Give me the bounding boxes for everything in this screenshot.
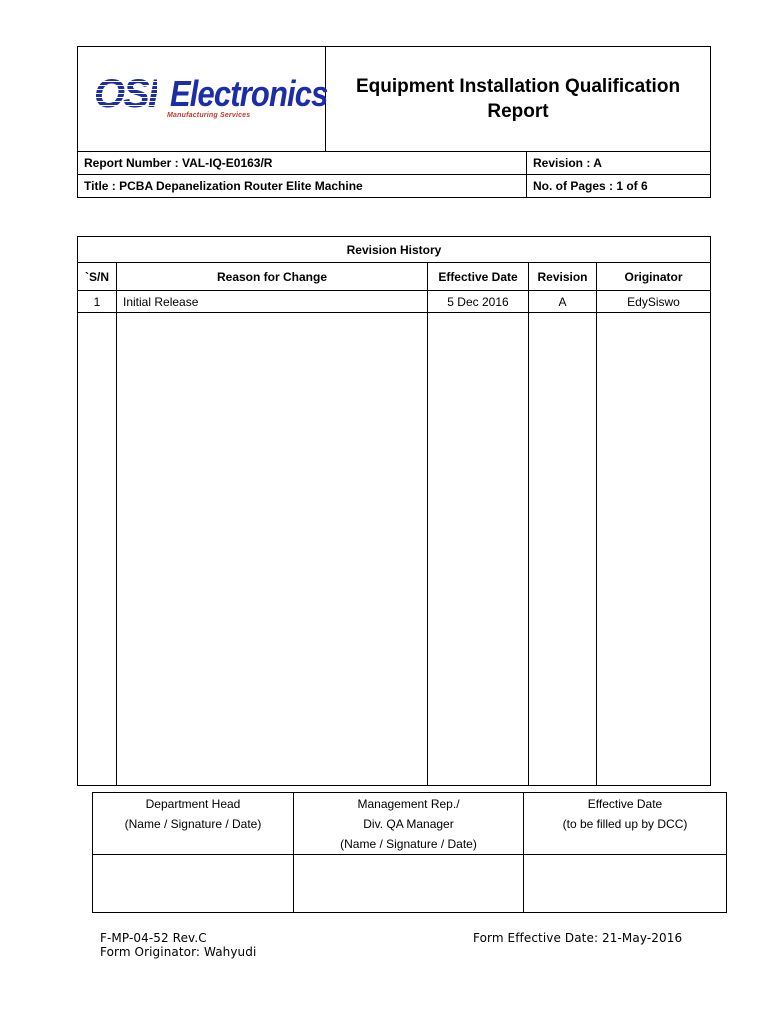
revision-label: Revision : A — [527, 152, 711, 175]
column-header-reason: Reason for Change — [117, 263, 428, 291]
logo-osi-text: OSI — [94, 72, 157, 116]
document-title-line-2: Report — [487, 101, 549, 122]
management-rep-signature-field[interactable] — [294, 855, 524, 913]
blank-cell — [428, 313, 529, 786]
report-title: Title : PCBA Depanelization Router Elite Machine — [78, 175, 527, 198]
blank-cell — [597, 313, 711, 786]
department-head-title: Department Head — [145, 797, 241, 811]
management-rep-label — [294, 793, 524, 855]
management-rep-hint: (Name / Signature / Date) — [340, 837, 477, 851]
logo-cell — [78, 47, 326, 152]
page-count: No. of Pages : 1 of 6 — [527, 175, 711, 198]
effective-date-title: Effective Date — [587, 797, 663, 811]
company-logo — [94, 74, 334, 124]
form-code: F-MP-04-52 Rev.C — [100, 931, 207, 945]
blank-cell — [117, 313, 428, 786]
signoff-table — [92, 792, 727, 913]
qa-manager-title: Div. QA Manager — [363, 817, 454, 831]
document-title — [326, 47, 711, 152]
document-title-line-1: Equipment Installation Qualification — [355, 76, 681, 97]
logo-tagline: Manufacturing Services — [167, 112, 251, 119]
effective-date-field[interactable] — [524, 855, 727, 913]
department-head-signature-field[interactable] — [93, 855, 294, 913]
column-header-originator: Originator — [597, 263, 711, 291]
revision-history-table — [77, 236, 711, 786]
form-effective-date: Form Effective Date: 21-May-2016 — [473, 931, 683, 945]
management-rep-title: Management Rep./ — [357, 797, 460, 811]
revision-history-caption: Revision History — [78, 237, 711, 263]
column-header-effective-date: Effective Date — [428, 263, 529, 291]
report-number: Report Number : VAL-IQ-E0163/R — [78, 152, 527, 175]
effective-date-hint: (to be filled up by DCC) — [562, 817, 688, 831]
cell-effective-date: 5 Dec 2016 — [428, 291, 529, 313]
cell-revision: A — [529, 291, 597, 313]
table-header-row — [78, 263, 711, 291]
table-row — [78, 291, 711, 313]
table-blank-row — [78, 313, 711, 786]
document-header — [77, 46, 711, 198]
column-header-revision: Revision — [529, 263, 597, 291]
logo-electronics-text: Electronics — [170, 73, 328, 114]
column-header-sn: `S/N — [78, 263, 117, 291]
cell-sn: 1 — [78, 291, 117, 313]
blank-cell — [529, 313, 597, 786]
blank-cell — [78, 313, 117, 786]
department-head-hint: (Name / Signature / Date) — [124, 817, 262, 831]
cell-originator: EdySiswo — [597, 291, 711, 313]
effective-date-label — [524, 793, 727, 855]
department-head-label — [93, 793, 294, 855]
cell-reason: Initial Release — [117, 291, 428, 313]
form-originator: Form Originator: Wahyudi — [100, 945, 257, 959]
